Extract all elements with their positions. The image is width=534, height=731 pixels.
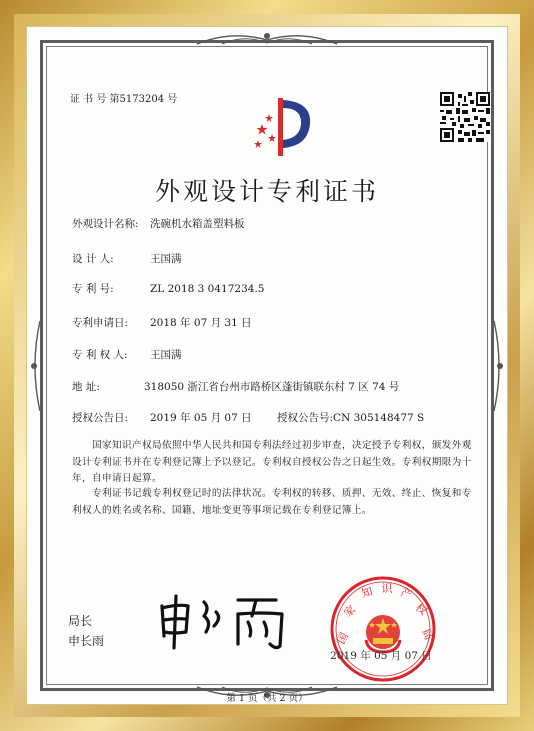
- svg-text:权: 权: [412, 600, 430, 618]
- designer-label: 设 计 人:: [72, 253, 114, 265]
- director-title: 局长: [68, 614, 93, 628]
- patentee-value: 王国满: [150, 349, 182, 361]
- left-ornament: [28, 316, 44, 416]
- svg-text:国: 国: [334, 630, 352, 647]
- designer-value: 王国满: [150, 253, 182, 265]
- svg-text:家: 家: [341, 602, 359, 620]
- svg-text:局: 局: [418, 626, 436, 643]
- statement-paragraph-2: 专利证书记载专利权登记时的法律状况。专利权的转移、质押、无效、终止、恢复和专利权人的姓名或名称、国籍、地址变更等事项记载在专利登记簿上。: [72, 488, 472, 516]
- svg-text:知: 知: [359, 584, 375, 601]
- grant-date-value: 2019 年 05 月 07 日: [150, 412, 252, 424]
- address-value: 318050 浙江省台州市路桥区蓬街镇联东村 7 区 74 号: [144, 381, 400, 393]
- grant-field: [72, 410, 424, 425]
- official-seal: [328, 574, 438, 684]
- design-name-label: 外观设计名称:: [72, 218, 139, 230]
- patent-number-field: [72, 281, 264, 296]
- qr-code-icon: [440, 92, 490, 142]
- address-label: 地 址:: [72, 381, 100, 393]
- application-date-label: 专利申请日:: [72, 317, 129, 329]
- page-title: 外观设计专利证书: [154, 177, 379, 206]
- patentee-field: [72, 347, 182, 362]
- right-ornament: [490, 316, 506, 416]
- patent-number-value: ZL 2018 3 0417234.5: [150, 283, 265, 295]
- signature-image: [152, 592, 302, 652]
- top-ornament: [192, 28, 342, 48]
- national-emblem-icon: [366, 615, 400, 652]
- grant-number-value: CN 305148477 S: [333, 412, 425, 424]
- director-name: 申长雨: [68, 634, 105, 648]
- svg-text:识: 识: [381, 582, 393, 595]
- svg-text:产: 产: [398, 585, 414, 602]
- certificate-paper: [26, 26, 508, 705]
- address-field: [72, 379, 399, 394]
- cnipa-logo: [252, 94, 314, 160]
- designer-field: [72, 251, 182, 266]
- application-date-value: 2018 年 07 月 31 日: [150, 317, 252, 329]
- statement-paragraph-1: 国家知识产权局依照中华人民共和国专利法经过初步审查，决定授予专利权，颁发外观设计专利证书并在专利登记簿上予以登记。专利权自授权公告之日起生效。专利权期限为十年，自申请日起算。: [72, 440, 472, 484]
- patent-number-label: 专 利 号:: [72, 283, 114, 295]
- design-name-value: 洗碗机水箱盖塑料板: [150, 218, 245, 230]
- seal-date: 2019 年 05 月 07 日: [330, 650, 432, 662]
- certificate-number: 证 书 号 第5173204 号: [70, 94, 178, 105]
- patentee-label: 专 利 权 人:: [72, 349, 128, 361]
- design-name-field: [72, 216, 245, 231]
- grant-date-label: 授权公告日:: [72, 412, 129, 424]
- application-date-field: [72, 315, 252, 330]
- page-number: 第 1 页（共 2 页）: [226, 693, 308, 704]
- grant-number-label: 授权公告号:: [276, 412, 334, 424]
